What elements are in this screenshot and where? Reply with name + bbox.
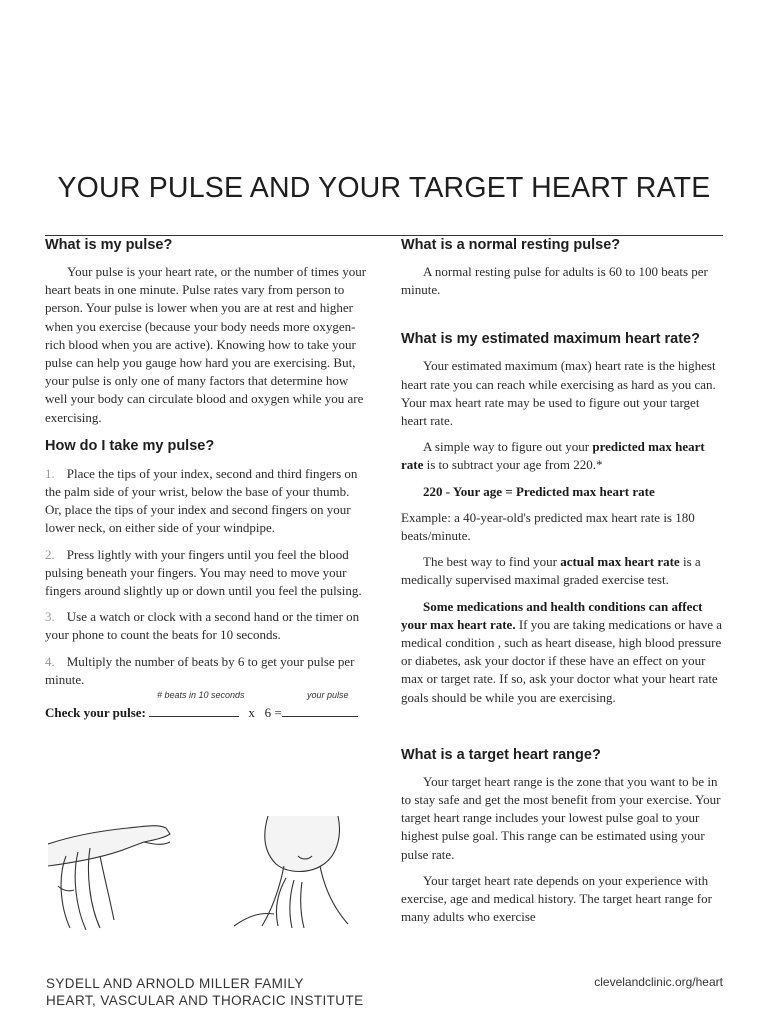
text-span: A simple way to figure out your: [423, 439, 593, 455]
text-span: The best way to find your: [423, 554, 561, 570]
paragraph-range-1: Your target heart range is the zone that you want to be in to stay safe and get the most benefit from your exercise. Your target heart range includes your lowest pulse goal to your highest pulse goal. This range can be estimated using your pulse rate.: [401, 773, 721, 862]
heading-max-heart-rate: What is my estimated maximum heart rate?: [401, 331, 700, 348]
step-number: 3.: [45, 609, 55, 625]
step-number: 2.: [45, 546, 55, 562]
page-title: YOUR PULSE AND YOUR TARGET HEART RATE: [57, 172, 711, 204]
heading-how-take-pulse: How do I take my pulse?: [45, 437, 215, 454]
step-number: 4.: [45, 653, 55, 669]
step-2: [45, 546, 367, 601]
text-span: is a medically supervised maximal graded exercise test.: [401, 554, 701, 588]
institute-name: [46, 975, 364, 1009]
heading-what-is-pulse: What is my pulse?: [45, 237, 173, 253]
check-pulse-labels: [45, 689, 367, 703]
institute-line-2: HEART, VASCULAR AND THORACIC INSTITUTE: [46, 993, 364, 1008]
heading-resting-pulse: What is a normal resting pulse?: [401, 237, 621, 253]
left-column: [45, 236, 367, 721]
paragraph-best-way: [401, 553, 723, 589]
predicted-max-emphasis: predicted max heart rate: [401, 439, 705, 473]
paragraph-max-1: Your estimated maximum (max) heart rate is the highest heart rate you can reach while exercising as hard as you can. Your max heart rate may be used to figure out your target heart rate.: [401, 358, 716, 429]
paragraph-max-2: [401, 438, 723, 474]
step-text: Place the tips of your index, second and third fingers on the palm side of your wrist, below the base of your thumb. Or, place the tips of your index and second fingers on your lower neck, on either side of your windpipe.: [45, 465, 358, 536]
step-text: Multiply the number of beats by 6 to get your pulse per minute.: [45, 653, 355, 687]
step-4: [45, 653, 367, 689]
actual-max-emphasis: actual max heart rate: [560, 554, 680, 570]
check-pulse-label: Check your pulse:: [45, 705, 146, 721]
institute-line-1: SYDELL AND ARNOLD MILLER FAMILY: [46, 976, 304, 991]
formula-text: 220 - Your age = Predicted max heart rate: [423, 483, 655, 499]
right-column: [401, 236, 723, 926]
paragraph-resting: A normal resting pulse for adults is 60 to 100 beats per minute.: [401, 264, 708, 298]
paragraph-medications: [401, 598, 723, 707]
wrist-pulse-icon: [48, 826, 170, 930]
step-1: [45, 465, 367, 538]
step-3: [45, 608, 367, 644]
step-text: Use a watch or clock with a second hand or the timer on your phone to count the beats for 10 seconds.: [45, 609, 360, 643]
footer-url[interactable]: clevelandclinic.org/heart: [594, 975, 723, 989]
formula: [401, 483, 723, 501]
step-text: Press lightly with your fingers until you feel the blood pulsing beneath your fingers. You may need to move your fingers around slightly up or down until you feel the pulsing.: [45, 546, 362, 599]
neck-pulse-icon: [234, 816, 348, 928]
check-pulse-row: [45, 704, 367, 721]
pulse-illustration: [48, 816, 368, 936]
pulse-blank[interactable]: [282, 704, 358, 717]
multiply-text: x 6 =: [248, 705, 282, 721]
your-pulse-label: your pulse: [307, 690, 349, 701]
heading-target-range: What is a target heart range?: [401, 746, 601, 763]
text-span: is to subtract your age from 220.*: [423, 457, 603, 473]
paragraph-pulse: Your pulse is your heart rate, or the number of times your heart beats in one minute. Pulse rates vary from person to person. Your pulse is lower when you are at rest and higher when you exercise (because your body needs more oxygen-rich blood when you are active). Knowing how to take your pulse can help you gauge how hard you are exercising. But, your pulse is only one of many factors that determine how well your body can circulate blood and oxygen while you are exercising.: [45, 264, 367, 425]
step-number: 1.: [45, 465, 55, 481]
paragraph-example: Example: a 40-year-old's predicted max heart rate is 180 beats/minute.: [401, 509, 695, 544]
medications-emphasis: Some medications and health conditions can affect your max heart rate.: [401, 598, 703, 632]
paragraph-range-2: Your target heart rate depends on your experience with exercise, age and medical history. The target heart range for many adults who exercise: [401, 872, 712, 925]
beats-blank[interactable]: [149, 704, 239, 717]
beats-label: # beats in 10 seconds: [157, 690, 245, 701]
text-span: If you are taking medications or have a medical condition , such as heart disease, high blood pressure or diabetes, ask your doctor if these have an effect on your max or target rate. If so, ask your doctor what your heart rate goals should be while you are exercising.: [401, 616, 723, 705]
